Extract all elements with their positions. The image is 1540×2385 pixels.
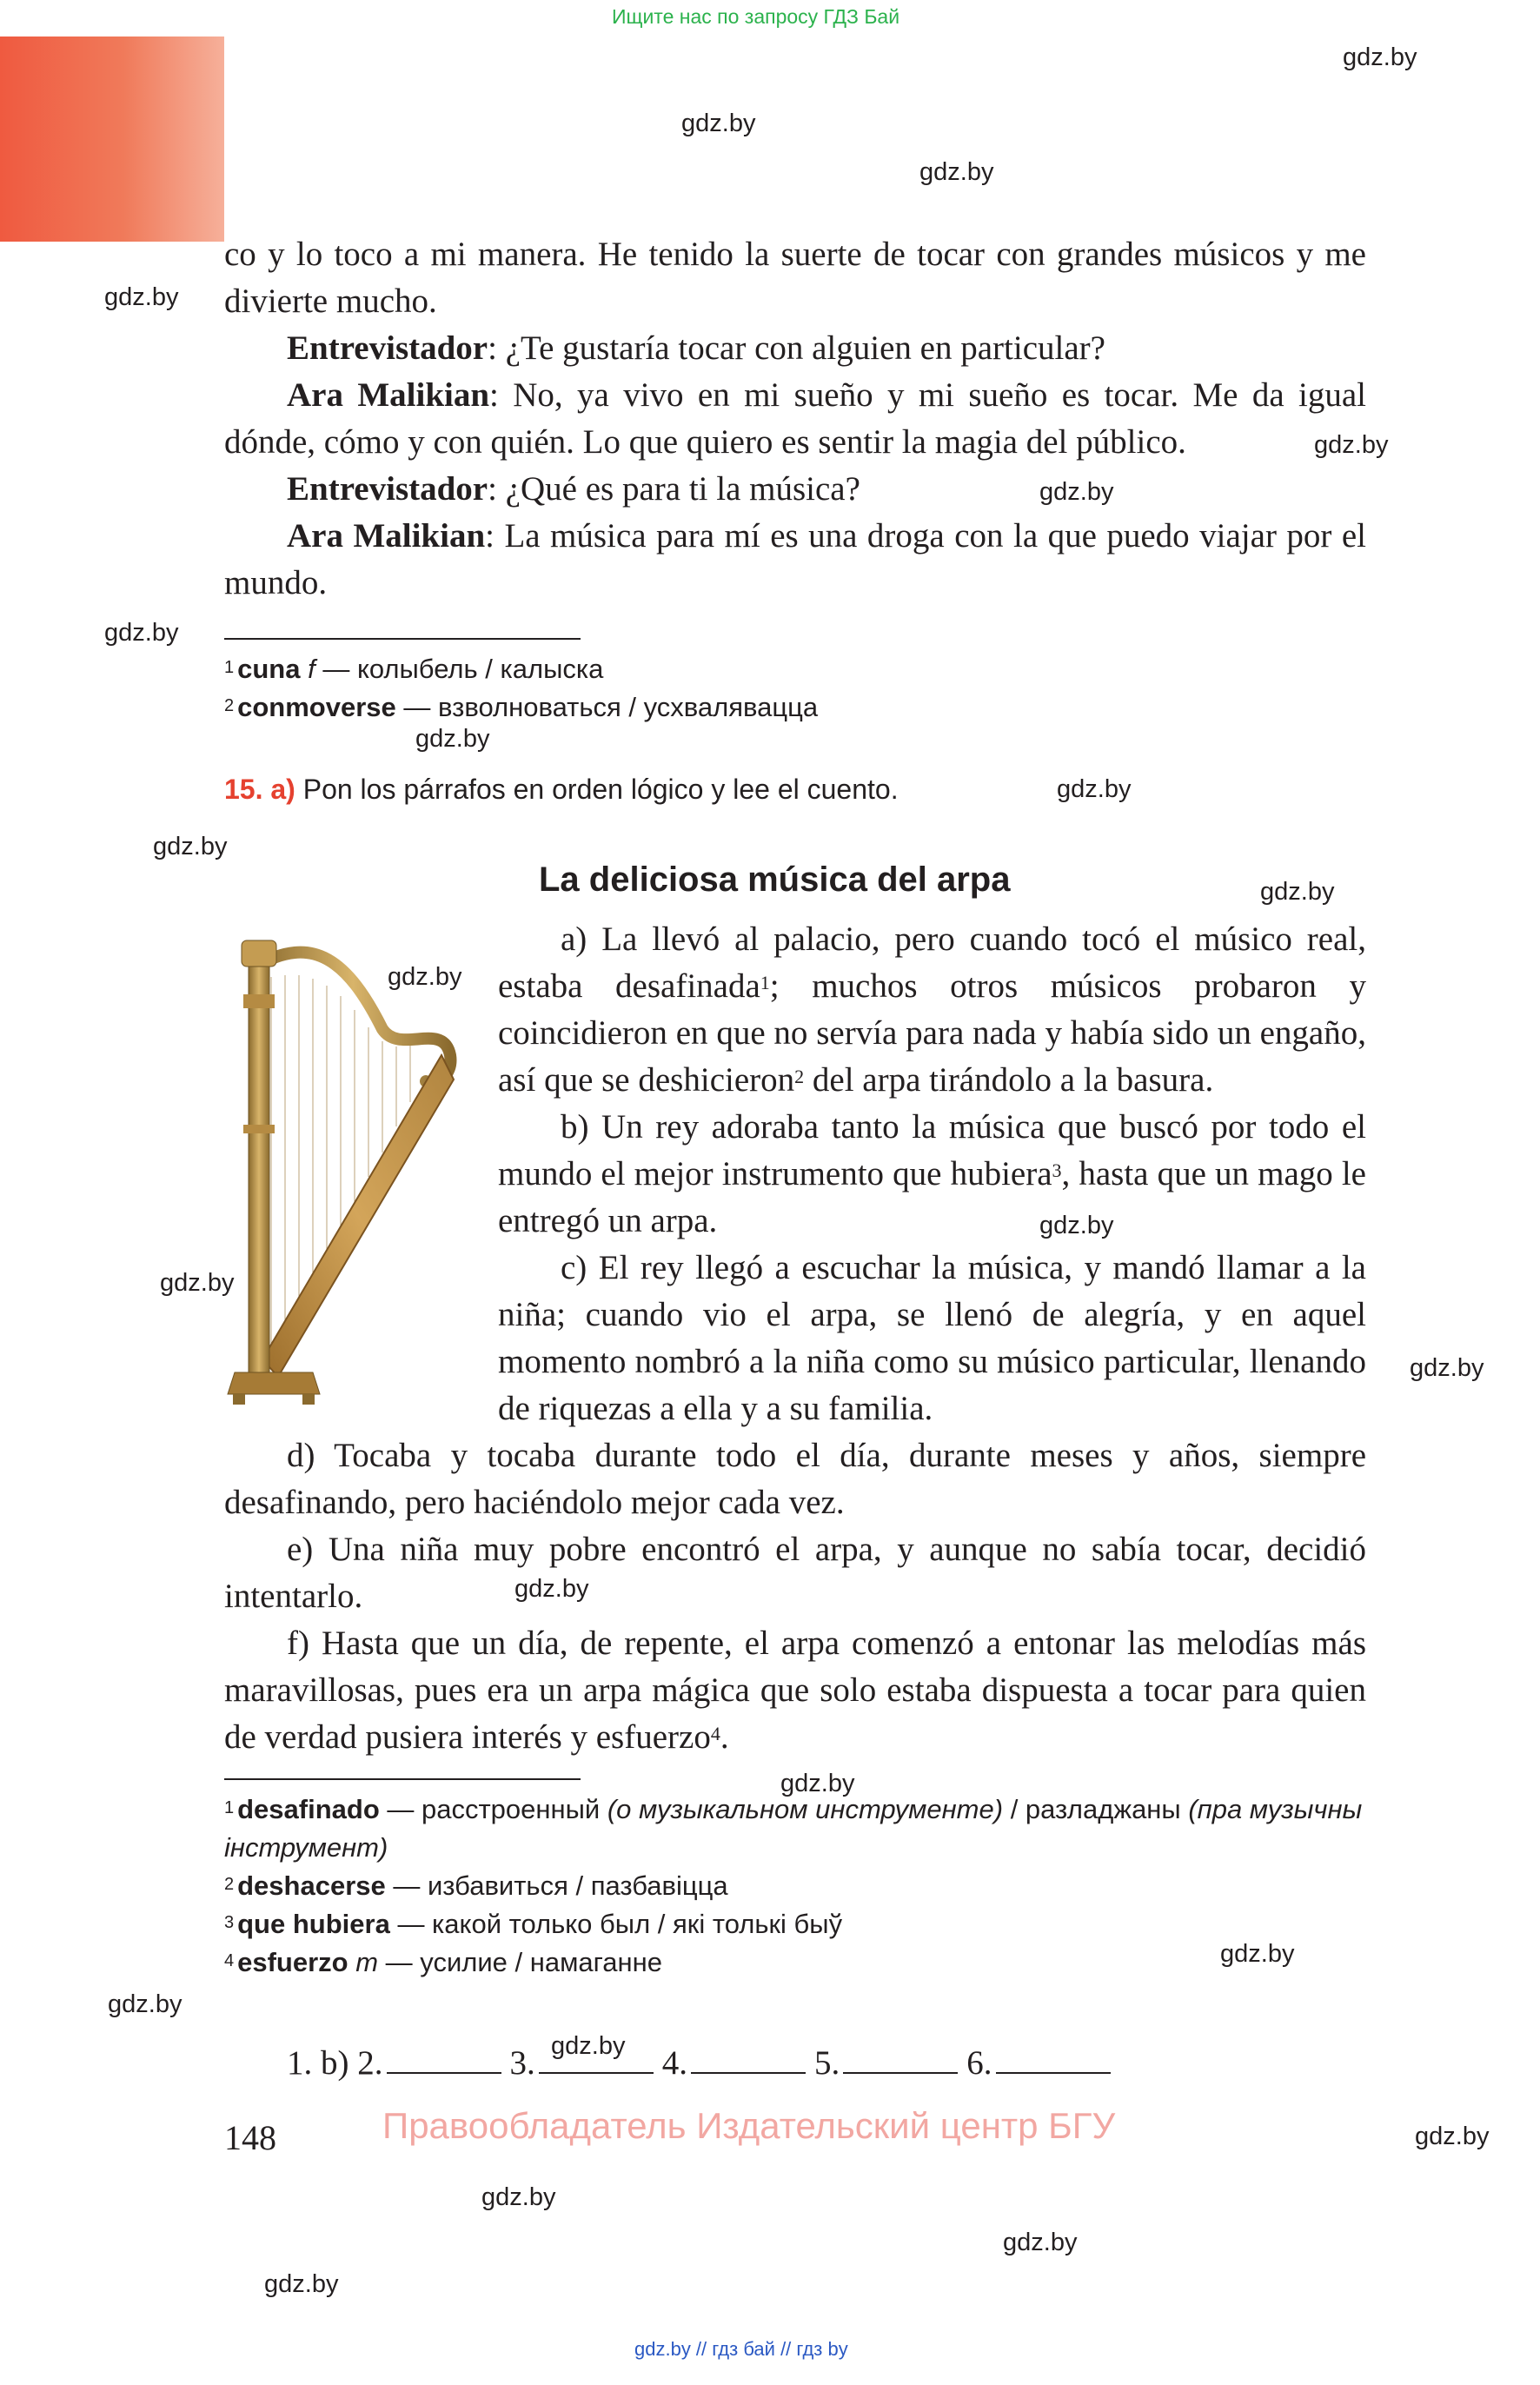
story-paragraphs-right [498, 916, 1366, 1432]
story-title: La deliciosa música del arpa [539, 860, 1011, 899]
harp-illustration [217, 925, 478, 1412]
story-paragraph-d: d) Tocaba y tocaba durante todo el día, durante meses y años, siempre desafinando, pero haciéndolo mejor cada vez. [224, 1437, 1366, 1521]
footnotes-bottom [224, 1790, 1371, 1982]
footnote-rule [224, 1778, 581, 1780]
footnote-number: 2 [224, 1875, 235, 1894]
footnote-number: 3 [224, 1913, 235, 1932]
story-paragraphs-full [224, 1432, 1366, 1761]
paragraph-text: a) La llevó al palacio, pero cuando tocó el músico real, estaba desafinada [498, 920, 1366, 1005]
footnote-translation: — избавиться / пазбавіцца [385, 1870, 728, 1901]
watermark: gdz.by [104, 283, 179, 311]
story-paragraph-c: c) El rey llegó a escuchar la música, y mandó llamar a la niña; cuando vio el arpa, se llenó de alegría, y en aquel momento nombró a la niña como su músico particular, llenando de riquezas a ella y a su familia. [498, 1249, 1366, 1427]
bottom-links[interactable]: gdz.by // гдз бай // гдз by [634, 2338, 848, 2360]
interview-answer [224, 372, 1366, 466]
interview-answer [224, 513, 1366, 607]
answer-label: 1. b) 2. [287, 2044, 383, 2082]
footnote [224, 1943, 1371, 1982]
watermark: gdz.by [551, 2032, 626, 2060]
footnote-rule [224, 638, 581, 640]
footnote-number: 1 [224, 658, 235, 677]
footnote-note: (пра музычны інструмент) [224, 1794, 1363, 1863]
footnote-number: 1 [224, 1798, 235, 1817]
watermark: gdz.by [1039, 1212, 1114, 1239]
paragraph-text: , hasta que un mago le entregó un arpa. [498, 1155, 1366, 1239]
watermark: gdz.by [264, 2270, 339, 2298]
story-paragraph-f [224, 1620, 1366, 1761]
footnote-term: deshacerse [237, 1870, 386, 1901]
footnote-translation: / разладжаны [1003, 1794, 1189, 1824]
footnote-translation: — какой только был / які толькі быў [389, 1909, 843, 1939]
watermark: gdz.by [1003, 2229, 1078, 2256]
interview-question [224, 325, 1366, 372]
footnote-translation: — взволноваться / усхваляваццa [395, 692, 819, 722]
watermark: gdz.by [919, 158, 994, 186]
answer-blank[interactable] [691, 2043, 806, 2074]
paragraph-text: f) Hasta que un día, de repente, el arpa comenzó a entonar las melodías más maravillosas, pues era un arpa mágica que solo estaba dispuesta a tocar para quien de verdad pusiera interés y esfuerzo [224, 1624, 1366, 1756]
footnote-grammar: f [308, 654, 315, 684]
interview-text [224, 231, 1366, 607]
paragraph-text: b) Un rey adoraba tanto la música que buscó por todo el mundo el mejor instrumento que hubiera [498, 1108, 1366, 1192]
footnote [224, 1905, 1371, 1943]
footnote-ref: 2 [794, 1066, 805, 1087]
task-number: 15. [224, 774, 263, 805]
footnote-ref: 1 [760, 972, 770, 993]
copyright-notice: Правообладатель Издательский центр БГУ [382, 2105, 1116, 2146]
corner-color-block [0, 37, 224, 242]
watermark: gdz.by [1220, 1940, 1295, 1968]
footnote-grammar: m [355, 1947, 379, 1977]
footnote-number: 4 [224, 1951, 235, 1970]
watermark: gdz.by [681, 110, 756, 137]
watermark: gdz.by [1039, 478, 1114, 506]
top-notice: Ищите нас по запросу ГДЗ Бай [612, 5, 900, 28]
interview-question [224, 466, 1366, 513]
speaker: Ara Malikian [287, 376, 490, 414]
story-paragraph-a [498, 916, 1366, 1104]
answer-label: 4. [661, 2044, 687, 2082]
question-text: : ¿Qué es para ti la música? [488, 470, 860, 508]
interview-line: co y lo toco a mi manera. He tenido la suerte de tocar con grandes músicos y me divierte mucho. [224, 236, 1366, 320]
footnote-term: esfuerzo [237, 1947, 348, 1977]
speaker: Entrevistador [287, 470, 488, 508]
speaker: Ara Malikian [287, 517, 486, 555]
watermark: gdz.by [160, 1269, 235, 1297]
footnote-term: cuna [237, 654, 301, 684]
paragraph-text: del arpa tirándolo a la basura. [804, 1061, 1214, 1099]
answer-blank[interactable] [387, 2043, 501, 2074]
watermark: gdz.by [415, 725, 490, 753]
watermark: gdz.by [780, 1770, 855, 1797]
footnote [224, 1790, 1371, 1867]
watermark: gdz.by [481, 2183, 556, 2211]
task-15 [224, 770, 899, 808]
footnote-note: (о музыкальном инструменте) [607, 1794, 1004, 1824]
footnote-translation: — усилие / намаганне [378, 1947, 663, 1977]
watermark: gdz.by [514, 1575, 589, 1603]
footnote-term: conmoverse [237, 692, 396, 722]
speaker: Entrevistador [287, 329, 488, 367]
answer-text: : No, ya vivo en mi sueño y mi sueño es tocar. Me da igual dónde, cómo y con quién. Lo que quiero es sentir la magia del público. [224, 376, 1366, 461]
task-text: Pon los párrafos en orden lógico y lee el cuento. [295, 774, 899, 805]
footnote-number: 2 [224, 696, 235, 715]
footnote [224, 650, 1371, 688]
watermark: gdz.by [1343, 43, 1417, 71]
watermark: gdz.by [388, 963, 462, 991]
task-letter: a) [270, 774, 295, 805]
page-number: 148 [224, 2118, 276, 2157]
footnote-translation: — колыбель / калыска [315, 654, 604, 684]
answer-label: 3. [509, 2044, 535, 2082]
footnote-ref: 4 [710, 1723, 720, 1744]
watermark: gdz.by [104, 619, 179, 647]
answer-blank[interactable] [996, 2043, 1111, 2074]
watermark: gdz.by [1057, 775, 1132, 803]
answer-label: 6. [966, 2044, 992, 2082]
watermark: gdz.by [1260, 878, 1335, 906]
question-text: : ¿Te gustaría tocar con alguien en particular? [488, 329, 1105, 367]
footnote-term: que hubiera [237, 1909, 390, 1939]
story-paragraph-b [498, 1104, 1366, 1245]
footnotes-top [224, 650, 1371, 727]
watermark: gdz.by [108, 1990, 183, 2018]
answer-text: : La música para mí es una droga con la que puedo viajar por el mundo. [224, 517, 1366, 601]
footnote [224, 688, 1371, 727]
watermark: gdz.by [1415, 2123, 1490, 2150]
answer-blank[interactable] [843, 2043, 958, 2074]
paragraph-text: . [720, 1718, 729, 1756]
watermark: gdz.by [1314, 431, 1389, 459]
story-paragraph-e: e) Una niña muy pobre encontró el arpa, y aunque no sabía tocar, decidió intentarlo. [224, 1531, 1366, 1615]
answer-line [287, 2043, 1119, 2083]
watermark: gdz.by [1410, 1354, 1484, 1382]
answer-label: 5. [814, 2044, 840, 2082]
footnote [224, 1867, 1371, 1905]
footnote-ref: 3 [1052, 1159, 1062, 1181]
footnote-translation: — расстроенный [379, 1794, 607, 1824]
watermark: gdz.by [153, 833, 228, 860]
paragraph-text: ; muchos otros músicos probaron y coincidieron en que no servía para nada y había sido un engaño, así que se deshicieron [498, 967, 1367, 1099]
footnote-term: desafinado [237, 1794, 380, 1824]
